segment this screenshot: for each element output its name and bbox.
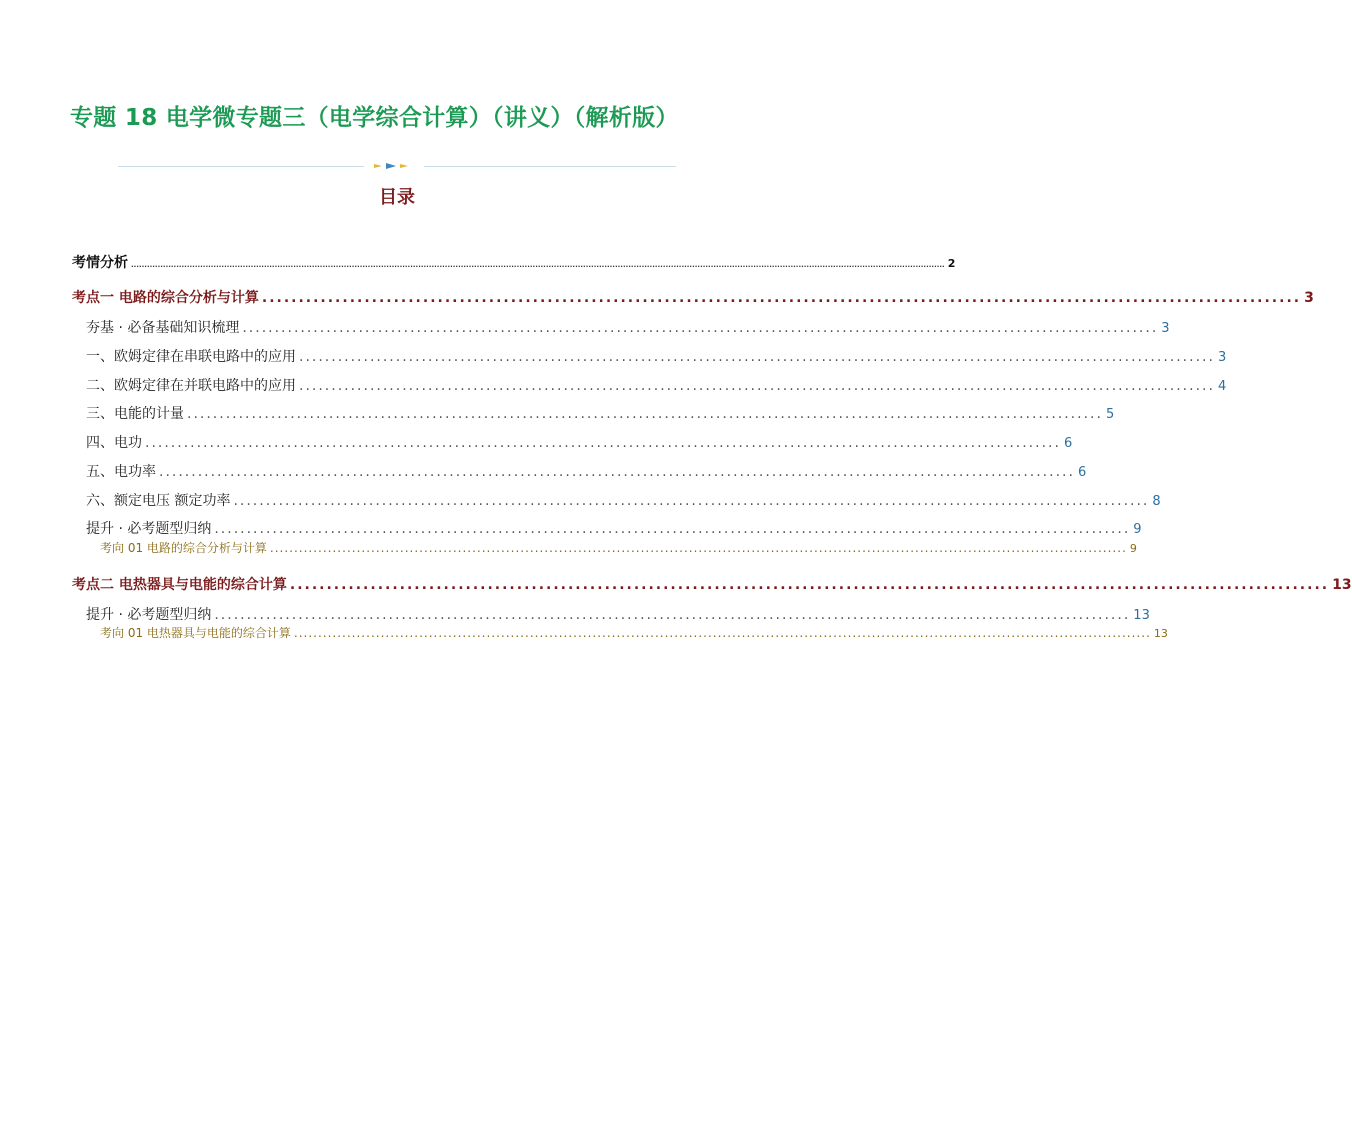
toc-page-number: 8 — [1152, 494, 1161, 509]
toc-page-number: 13 — [1133, 608, 1150, 623]
toc-entry-section1-subitem-0[interactable] — [100, 539, 1137, 557]
toc-leader: .............................................................................................................................................. — [261, 290, 1302, 306]
toc-entry-label: 考点一 电路的综合分析与计算 — [72, 290, 259, 306]
toc-page-number: 9 — [1129, 542, 1137, 555]
toc-leader: .............................................................................................................................................. — [187, 406, 1103, 422]
toc-leader: .............................................................................................................................................. — [289, 577, 1330, 593]
toc-leader: .............................................................................................................................................. — [242, 320, 1159, 336]
toc-entry-section2-item-0[interactable] — [86, 604, 1150, 626]
toc-page-number: 13 — [1332, 577, 1352, 593]
toc-page-number: 5 — [1105, 407, 1115, 422]
toc-leader: .............................................................................................................................................. — [233, 493, 1150, 509]
toc-page-number: 4 — [1217, 379, 1227, 394]
toc-page-number: 9 — [1133, 522, 1142, 537]
toc-entry-label: 六、额定电压 额定功率 — [86, 493, 231, 509]
divider-ornament-icon — [370, 160, 416, 172]
toc-entry-label: 考点二 电热器具与电能的综合计算 — [72, 577, 287, 593]
toc-entry-label: 三、电能的计量 — [86, 406, 184, 422]
toc-page-number: 6 — [1063, 436, 1073, 451]
toc-leader: .................................................................................................................................................................................. — [293, 626, 1151, 640]
toc-leader: .............................................................................................................................................. — [214, 521, 1131, 537]
toc-leader: .............................................................................................................................................. — [145, 435, 1061, 451]
toc-leader: .................................................................................................................................................................................................................................................................................................................. — [131, 261, 945, 269]
toc-entry-label: 一、欧姆定律在串联电路中的应用 — [86, 349, 296, 365]
page-title: 专题 18 电学微专题三（电学综合计算）（讲义）（解析版） — [70, 105, 679, 131]
toc-leader: .............................................................................................................................................. — [159, 464, 1075, 480]
toc-entry-section1-item-2[interactable] — [86, 375, 1227, 397]
toc-page-number: 3 — [1304, 290, 1314, 306]
toc-entry-label: 提升 · 必考题型归纳 — [86, 607, 212, 623]
toc-entry-section1-item-3[interactable] — [86, 403, 1115, 425]
toc-entry-section1-item-5[interactable] — [86, 461, 1087, 483]
title-divider-right — [424, 166, 676, 167]
toc-entry-section1-item-1[interactable] — [86, 346, 1227, 368]
toc-entry-label: 考向 01 电路的综合分析与计算 — [100, 541, 267, 555]
toc-entry-section1-item-0[interactable] — [86, 317, 1170, 339]
toc-page-number: 13 — [1153, 627, 1168, 640]
toc-page-number: 2 — [947, 257, 956, 270]
toc-entry-label: 考情分析 — [72, 255, 128, 271]
toc-page-number: 3 — [1217, 350, 1227, 365]
toc-entry-label: 二、欧姆定律在并联电路中的应用 — [86, 378, 296, 394]
toc-entry-label: 夯基 · 必备基础知识梳理 — [86, 320, 240, 336]
toc-entry-section1-item-4[interactable] — [86, 432, 1073, 454]
toc-entry-label: 四、电功 — [86, 435, 142, 451]
toc-entry-section1-item-7[interactable] — [86, 518, 1142, 540]
toc-entry-label: 考向 01 电热器具与电能的综合计算 — [100, 626, 291, 640]
toc-entry-section1[interactable] — [72, 287, 1314, 311]
toc-entry-label: 提升 · 必考题型归纳 — [86, 521, 212, 537]
toc-leader: .............................................................................................................................................. — [299, 378, 1215, 394]
toc-entry-label: 五、电功率 — [86, 464, 156, 480]
title-divider-left — [118, 166, 364, 167]
toc-heading: 目录 — [379, 187, 415, 208]
toc-leader: .............................................................................................................................................. — [299, 349, 1215, 365]
toc-leader: .................................................................................................................................................................................. — [269, 541, 1127, 555]
toc-entry-section1-item-6[interactable] — [86, 490, 1161, 512]
toc-entry-section2[interactable] — [72, 574, 1352, 598]
toc-entry-intro[interactable] — [72, 252, 956, 274]
toc-page-number: 6 — [1077, 465, 1087, 480]
toc-page-number: 3 — [1161, 321, 1170, 336]
toc-leader: .............................................................................................................................................. — [214, 607, 1131, 623]
toc-entry-section2-subitem-0[interactable] — [100, 624, 1168, 642]
